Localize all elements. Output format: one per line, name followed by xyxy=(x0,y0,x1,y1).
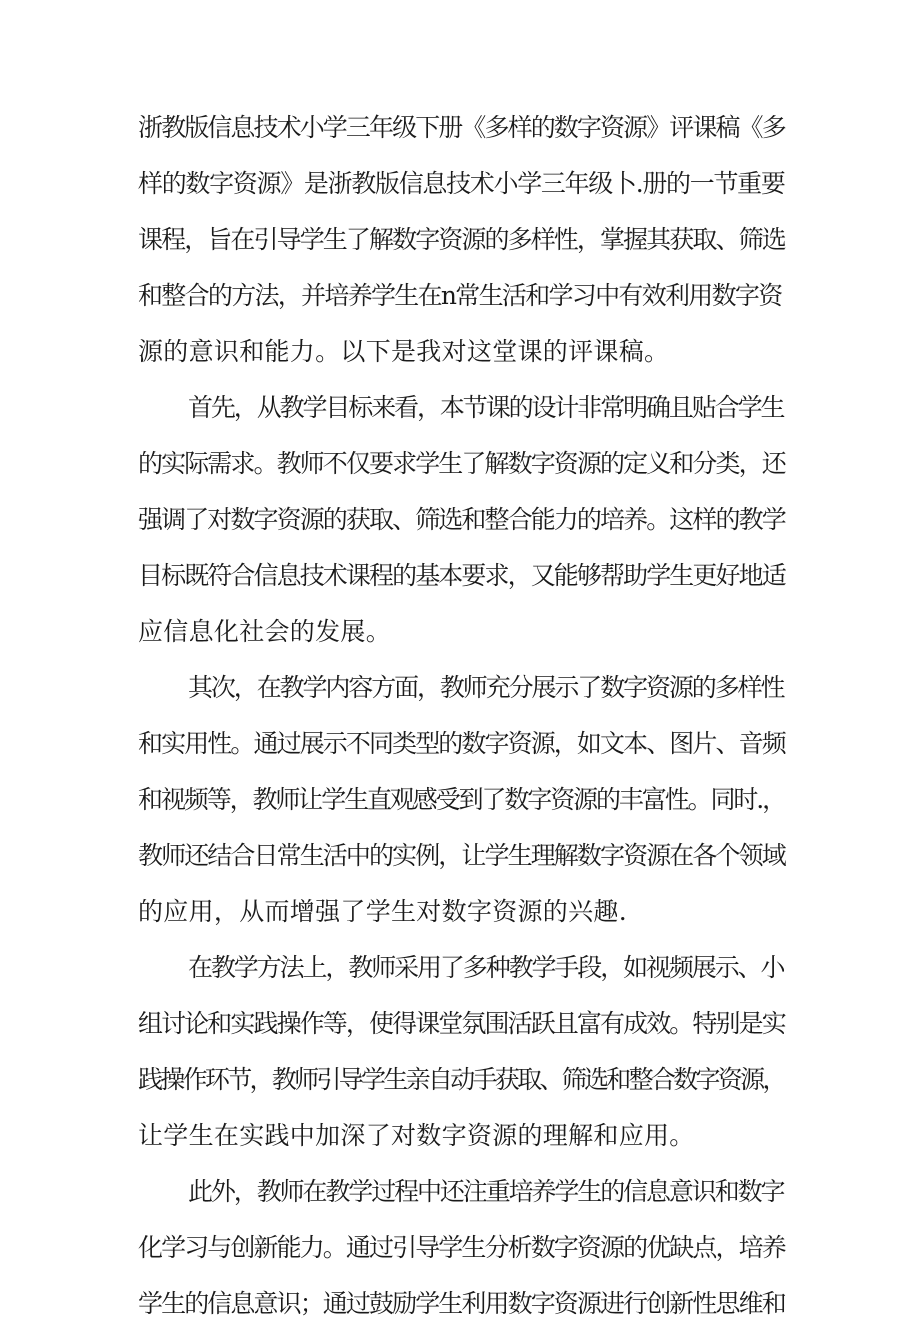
paragraph-teaching-methods xyxy=(138,940,786,1164)
text-line: 目标既符合信息技术课程的基本要求，又能够帮助学生更好地适 xyxy=(138,561,785,590)
text-line: 课程，旨在引导学生了解数字资源的多样性，掌握其获取、筛选 xyxy=(138,225,785,254)
paragraph-teaching-content xyxy=(138,660,786,940)
text-line: 和视频等，教师让学生直观感受到了数字资源的丰富性。同时.， xyxy=(138,785,786,814)
text-line: 应信息化社会的发展。 xyxy=(138,617,392,646)
text-line: 学生的信息意识；通过鼓励学生利用数字资源进行创新性思维和 xyxy=(138,1289,785,1318)
text-line: 在教学方法上，教师采用了多种教学手段，如视频展示、小 xyxy=(188,953,784,982)
text-line: 的应用，从而增强了学生对数字资源的兴趣. xyxy=(138,897,627,926)
text-line: 和实用性。通过展示不同类型的数字资源，如文本、图片、音频 xyxy=(138,729,785,758)
text-line: 教师还结合日常生活中的实例，让学生理解数字资源在各个领域 xyxy=(138,841,785,870)
text-line: 其次，在教学内容方面，教师充分展示了数字资源的多样性 xyxy=(188,673,784,702)
text-line: 浙教版信息技术小学三年级下册《多样的数字资源》评课稿《多 xyxy=(138,113,785,142)
text-line: 源的意识和能力。以下是我对这堂课的评课稿。 xyxy=(138,337,670,366)
text-line: 让学生在实践中加深了对数字资源的理解和应用。 xyxy=(138,1121,695,1150)
paragraph-intro xyxy=(138,100,786,380)
text-line: 的实际需求。教师不仅要求学生了解数字资源的定义和分类，还 xyxy=(138,449,785,478)
text-line: 此外，教师在教学过程中还注重培养学生的信息意识和数字 xyxy=(188,1177,784,1206)
text-line: 和整合的方法，并培养学生在n常生活和学习中有效利用数字资 xyxy=(138,281,782,310)
text-line: 首先，从教学目标来看，本节课的设计非常明确且贴合学生 xyxy=(188,393,784,422)
document-body xyxy=(138,100,786,1332)
text-line: 践操作环节，教师引导学生亲自动手获取、筛选和整合数字资源， xyxy=(138,1065,785,1094)
paragraph-information-literacy xyxy=(138,1164,786,1332)
text-line: 组讨论和实践操作等，使得课堂氛围活跃且富有成效。特别是实 xyxy=(138,1009,785,1038)
text-line: 强调了对数字资源的获取、筛选和整合能力的培养。这样的教学 xyxy=(138,505,785,534)
text-line: 样的数字资源》是浙教版信息技术小学三年级卜.册的一节重要 xyxy=(138,169,785,198)
paragraph-teaching-goals xyxy=(138,380,786,660)
text-line: 化学习与创新能力。通过引导学生分析数字资源的优缺点，培养 xyxy=(138,1233,785,1262)
